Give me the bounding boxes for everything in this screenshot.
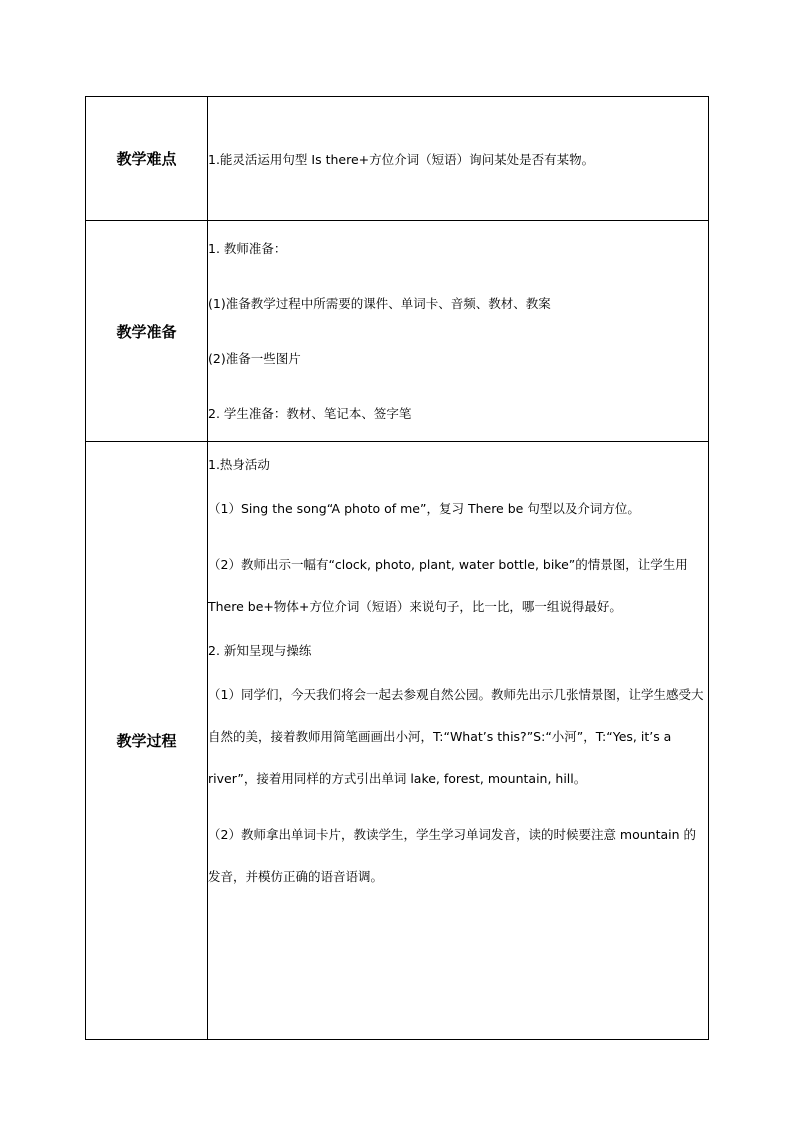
warmup-step-1: （1）Sing the song“A photo of me”，复习 There be 句型以及介词方位。	[208, 501, 640, 516]
prep-item: (2)准备一些图片	[208, 350, 301, 366]
process-content	[208, 442, 709, 1040]
warmup-step-2: （2）教师出示一幅有“clock, photo, plant, water bottle, bike”的情景图，让学生用 There be+物体+方位介词（短语）来说句子，比一比，哪一组说得最好。	[208, 557, 688, 614]
process-label: 教学过程	[86, 442, 208, 1040]
preparation-row	[86, 221, 709, 442]
new-knowledge-step-1: （1）同学们，今天我们将会一起去参观自然公园。教师先出示几张情景图，让学生感受大自然的美，接着教师用简笔画画出小河，T:“What’s this?”S:“小河”，T:“Yes, it’s a river”，接着用同样的方式引出单词 lake, forest, mountain, hill。	[208, 687, 704, 786]
difficulty-label: 教学难点	[86, 97, 208, 221]
new-knowledge-title: 2. 新知呈现与操练	[208, 643, 312, 658]
prep-item: 2. 学生准备：教材、笔记本、签字笔	[208, 405, 412, 421]
lesson-plan-table	[85, 96, 709, 1040]
difficulty-content: 1.能灵活运用句型 Is there+方位介词（短语）询问某处是否有某物。	[208, 97, 709, 221]
preparation-label: 教学准备	[86, 221, 208, 442]
preparation-content	[208, 221, 709, 442]
prep-item: 1. 教师准备：	[208, 240, 287, 256]
warmup-title: 1.热身活动	[208, 457, 270, 472]
new-knowledge-step-2: （2）教师拿出单词卡片，教读学生，学生学习单词发音，读的时候要注意 mountain 的发音，并模仿正确的语音语调。	[208, 827, 697, 884]
difficulty-row	[86, 97, 709, 221]
process-row	[86, 442, 709, 1040]
prep-item: (1)准备教学过程中所需要的课件、单词卡、音频、教材、教案	[208, 295, 551, 311]
